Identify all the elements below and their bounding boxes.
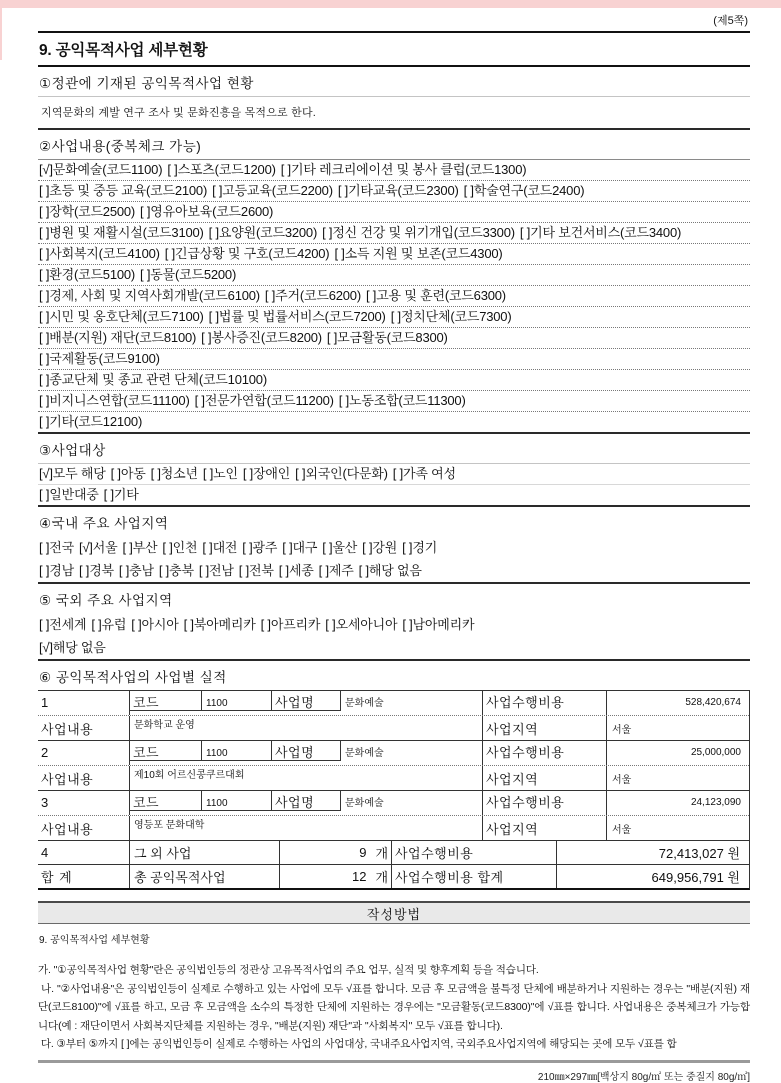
cost-value-cell: 25,000,000 (690, 747, 741, 758)
table-row-other (38, 840, 749, 864)
checkbox-option: [ ]모금활동(코드8300) (326, 330, 448, 345)
overseas-region-checkbox-rows (38, 613, 750, 659)
instructions-paragraphs (38, 961, 750, 1054)
checkbox-option: [ ]주거(코드6200) (264, 288, 361, 303)
checkbox-row (38, 636, 750, 659)
checkbox-option: [ ]경남 (39, 562, 74, 578)
region-label-cell: 사업지역 (482, 816, 607, 840)
table-row (38, 815, 749, 840)
checkbox-option: [ ]법률 및 법률서비스(코드7200) (208, 309, 386, 324)
checkbox-option: [ ]스포츠(코드1200) (167, 162, 276, 177)
project-number-cell: 1 (38, 691, 130, 715)
section-purpose-status (38, 67, 750, 130)
form-page (38, 8, 750, 1083)
checkbox-row (38, 327, 750, 348)
section-business-content (38, 130, 750, 434)
checkbox-option: [ ]정치단체(코드7300) (390, 309, 512, 324)
checkbox-option: [ ]기타 (103, 487, 139, 502)
detail-value-cell: 문화학교 운영 (134, 720, 195, 731)
code-label-cell: 코드 (130, 741, 202, 761)
checkbox-option: [ ]고등교육(코드2200) (212, 183, 333, 198)
project-number-cell: 2 (38, 741, 130, 765)
count-unit: 개 (375, 846, 388, 861)
screen-edge-strip-left (0, 8, 2, 60)
checkbox-option: [ ]노인 (202, 466, 238, 481)
code-value-cell: 1100 (202, 741, 272, 761)
performance-table (38, 690, 750, 890)
checkbox-row (38, 411, 750, 432)
checkbox-option-checked: [√]문화예술(코드1100) (39, 162, 163, 177)
checkbox-option: [ ]충남 (118, 562, 154, 578)
checkbox-row (38, 243, 750, 264)
checkbox-option: [ ]경북 (78, 562, 114, 578)
checkbox-option: [ ]초등 및 중등 교육(코드2100) (39, 183, 208, 198)
checkbox-option: [ ]세종 (278, 562, 314, 578)
paper-size-note: 210㎜×297㎜[백상지 80g/㎡ 또는 중질지 80g/㎡] (537, 1071, 750, 1083)
checkbox-option: [ ]남아메리카 (402, 616, 475, 632)
checkbox-option: [ ]전남 (198, 562, 234, 578)
purpose-content-text: 지역문화의 계발 연구 조사 및 문화진흥을 목적으로 한다. (41, 107, 317, 119)
checkbox-option: [ ]광주 (242, 539, 278, 555)
checkbox-option: [ ]아프리카 (260, 616, 321, 632)
checkbox-option: [ ]동물(코드5200) (140, 267, 237, 282)
region-value-cell: 서울 (612, 824, 632, 836)
checkbox-option: [ ]기타 레크리에이션 및 봉사 클럽(코드1300) (280, 162, 527, 177)
project-count-cell (280, 865, 392, 888)
checkbox-option: [ ]사회복지(코드4100) (39, 246, 160, 261)
detail-label-cell: 사업내용 (38, 766, 130, 790)
checkbox-option: [ ]북아메리카 (183, 616, 256, 632)
instruction-paragraph: 나. "②사업내용"은 공익법인등이 실제로 수행하고 있는 사업에 모두 √표를 합니다. 모금 후 모금액을 불특정 단체에 배분하거나 지원하는 경우는 "배분(지원) 재단(코드8100)"에 √표를 하고, 모금 후 모금액을 소수의 특정한 단체에 지원하는 경우에는 "모금활동(코드8300)"에 √표를 합니다. 사업내용은 중복체크가 가능합니다(예 : 재단이면서 사회복지단체를 지원하는 경우, "배분(지원) 재단"과 "사회복지" 모두 √표를 합니다). (38, 982, 751, 1032)
checkbox-option: [ ]국제활동(코드9100) (39, 351, 160, 366)
checkbox-option: [ ]장애인 (242, 466, 291, 481)
checkbox-option: [ ]정신 건강 및 위기개입(코드3300) (322, 225, 515, 240)
table-row (38, 740, 749, 765)
row-number-cell: 합 계 (38, 865, 130, 888)
detail-value-cell: 제10회 어르신콩쿠르대회 (134, 770, 245, 781)
name-label-cell: 사업명 (272, 691, 341, 711)
region-label-cell: 사업지역 (482, 766, 607, 790)
checkbox-option: [ ]일반대중 (39, 487, 99, 502)
instruction-paragraph: 다. ③부터 ⑤까지 [ ]에는 공익법인등이 실제로 수행하는 사업의 사업대상, 국내주요사업지역, 국외주요사업지역에 해당되는 곳에 모두 √표를 합 (38, 1038, 677, 1050)
checkbox-option: [ ]외국인(다문화) (295, 466, 388, 481)
checkbox-option: [ ]경제, 사회 및 지역사회개발(코드6100) (39, 288, 260, 303)
form-title: 9. 공익목적사업 세부현황 (38, 33, 750, 67)
checkbox-option: [ ]기타 보건서비스(코드3400) (519, 225, 682, 240)
instruction-paragraph: 가. "①공익목적사업 현황"란은 공익법인등의 정관상 고유목적사업의 주요 업무, 실적 및 향후계획 등을 적습니다. (38, 964, 539, 976)
checkbox-row (38, 369, 750, 390)
region-value-cell: 서울 (612, 724, 632, 736)
checkbox-option: [ ]노동조합(코드11300) (338, 393, 466, 408)
row-label-cell: 총 공익목적사업 (130, 865, 280, 888)
project-count-cell (280, 841, 392, 864)
section-heading-business-content: ②사업내용(중복체크 가능) (38, 130, 750, 160)
checkbox-option: [ ]청소년 (150, 466, 198, 481)
region-label-cell: 사업지역 (482, 716, 607, 740)
table-row (38, 690, 749, 715)
table-row (38, 765, 749, 790)
checkbox-option: [ ]요양원(코드3200) (208, 225, 318, 240)
cost-label-cell: 사업수행비용 (482, 791, 607, 815)
checkbox-option: [ ]인천 (162, 539, 198, 555)
checkbox-row (38, 536, 750, 559)
checkbox-option: [ ]전세계 (39, 616, 87, 632)
checkbox-option: [ ]오세아니아 (325, 616, 398, 632)
checkbox-option: [ ]영유아보육(코드2600) (140, 204, 274, 219)
checkbox-option: [ ]가족 여성 (392, 466, 456, 481)
checkbox-option: [ ]종교단체 및 종교 관련 단체(코드10100) (39, 372, 267, 387)
section-overseas-region (38, 584, 750, 661)
checkbox-row (38, 285, 750, 306)
checkbox-option: [ ]아시아 (131, 616, 179, 632)
cost-label-cell: 사업수행비용 합계 (392, 865, 557, 888)
business-target-checkbox-rows (38, 464, 750, 505)
checkbox-option: [ ]기타(코드12100) (39, 414, 143, 429)
checkbox-option: [ ]부산 (122, 539, 158, 555)
checkbox-option: [ ]시민 및 옹호단체(코드7100) (39, 309, 204, 324)
checkbox-row (38, 160, 750, 180)
checkbox-row (38, 306, 750, 327)
section-heading-overseas-region: ⑤ 국외 주요 사업지역 (39, 593, 173, 608)
page-number: (제5쪽) (38, 8, 750, 33)
checkbox-option: [ ]해당 없음 (358, 562, 422, 578)
name-value-cell: 문화예술 (345, 798, 384, 809)
checkbox-option-checked: [√]서울 (78, 539, 118, 555)
checkbox-option: [ ]충북 (158, 562, 194, 578)
checkbox-option: [ ]환경(코드5100) (39, 267, 136, 282)
cost-amount-cell: 72,413,027 원 (658, 846, 740, 861)
checkbox-row (38, 559, 750, 582)
project-count: 9 (359, 845, 367, 860)
cost-label-cell: 사업수행비용 (392, 841, 557, 864)
checkbox-row (38, 222, 750, 243)
checkbox-option-checked: [√]모두 해당 (39, 466, 106, 481)
section-heading-purpose: ①정관에 기재된 공익목적사업 현황 (38, 67, 750, 97)
checkbox-row (38, 201, 750, 222)
checkbox-row (38, 484, 750, 505)
section-domestic-region (38, 507, 750, 584)
checkbox-option: [ ]학술연구(코드2400) (463, 183, 585, 198)
row-label-cell: 그 외 사업 (130, 841, 280, 864)
detail-label-cell: 사업내용 (38, 816, 130, 840)
section-heading-domestic-region: ④국내 주요 사업지역 (39, 516, 169, 531)
region-value-cell: 서울 (612, 774, 632, 786)
cost-label-cell: 사업수행비용 (482, 691, 607, 715)
checkbox-option: [ ]장학(코드2500) (39, 204, 136, 219)
checkbox-option: [ ]소득 지원 및 보존(코드4300) (334, 246, 503, 261)
checkbox-option: [ ]대전 (202, 539, 238, 555)
checkbox-option: [ ]비지니스연합(코드11100) (39, 393, 190, 408)
detail-value-cell: 영등포 문화대학 (134, 820, 205, 831)
count-unit: 개 (375, 870, 388, 885)
table-row (38, 790, 749, 815)
cost-amount-cell: 649,956,791 원 (651, 870, 740, 885)
checkbox-row (38, 390, 750, 411)
checkbox-row (38, 348, 750, 369)
code-label-cell: 코드 (130, 691, 202, 711)
checkbox-option: [ ]전문가연합(코드11200) (194, 393, 334, 408)
checkbox-option: [ ]전북 (238, 562, 274, 578)
checkbox-row (38, 464, 750, 484)
table-row-total (38, 864, 749, 888)
name-value-cell: 문화예술 (345, 698, 384, 709)
cost-value-cell: 528,420,674 (685, 697, 741, 708)
section-heading-performance: ⑥ 공익목적사업의 사업별 실적 (39, 670, 227, 685)
row-number-cell: 4 (38, 841, 130, 864)
name-value-cell: 문화예술 (345, 748, 384, 759)
checkbox-option: [ ]기타교육(코드2300) (337, 183, 459, 198)
checkbox-row (38, 613, 750, 636)
code-value-cell: 1100 (202, 791, 272, 811)
checkbox-option: [ ]아동 (110, 466, 146, 481)
table-row (38, 715, 749, 740)
instructions-subtitle: 9. 공익목적사업 세부현황 (39, 935, 150, 946)
domestic-region-checkbox-rows (38, 536, 750, 582)
checkbox-option: [ ]유럽 (91, 616, 127, 632)
checkbox-option: [ ]병원 및 재활시설(코드3100) (39, 225, 204, 240)
name-label-cell: 사업명 (272, 741, 341, 761)
detail-label-cell: 사업내용 (38, 716, 130, 740)
checkbox-option-checked: [√]해당 없음 (39, 639, 106, 655)
screen-edge-strip-top (0, 0, 781, 8)
code-value-cell: 1100 (202, 691, 272, 711)
checkbox-row (38, 264, 750, 285)
business-content-checkbox-rows (38, 160, 750, 432)
checkbox-option: [ ]경기 (402, 539, 438, 555)
project-number-cell: 3 (38, 791, 130, 815)
code-label-cell: 코드 (130, 791, 202, 811)
section-heading-business-target: ③사업대상 (38, 434, 750, 464)
checkbox-option: [ ]제주 (318, 562, 354, 578)
project-count: 12 (351, 869, 367, 884)
checkbox-option: [ ]강원 (362, 539, 398, 555)
checkbox-option: [ ]대구 (282, 539, 318, 555)
cost-value-cell: 24,123,090 (690, 797, 741, 808)
checkbox-option: [ ]봉사증진(코드8200) (201, 330, 322, 345)
checkbox-option: [ ]배분(지원) 재단(코드8100) (39, 330, 197, 345)
checkbox-option: [ ]울산 (322, 539, 358, 555)
name-label-cell: 사업명 (272, 791, 341, 811)
checkbox-option: [ ]긴급상황 및 구호(코드4200) (164, 246, 330, 261)
checkbox-option: [ ]고용 및 훈련(코드6300) (365, 288, 506, 303)
section-business-target (38, 434, 750, 507)
checkbox-row (38, 180, 750, 201)
cost-label-cell: 사업수행비용 (482, 741, 607, 765)
instructions-header-bar: 작성방법 (38, 901, 750, 924)
checkbox-option: [ ]전국 (39, 539, 74, 555)
